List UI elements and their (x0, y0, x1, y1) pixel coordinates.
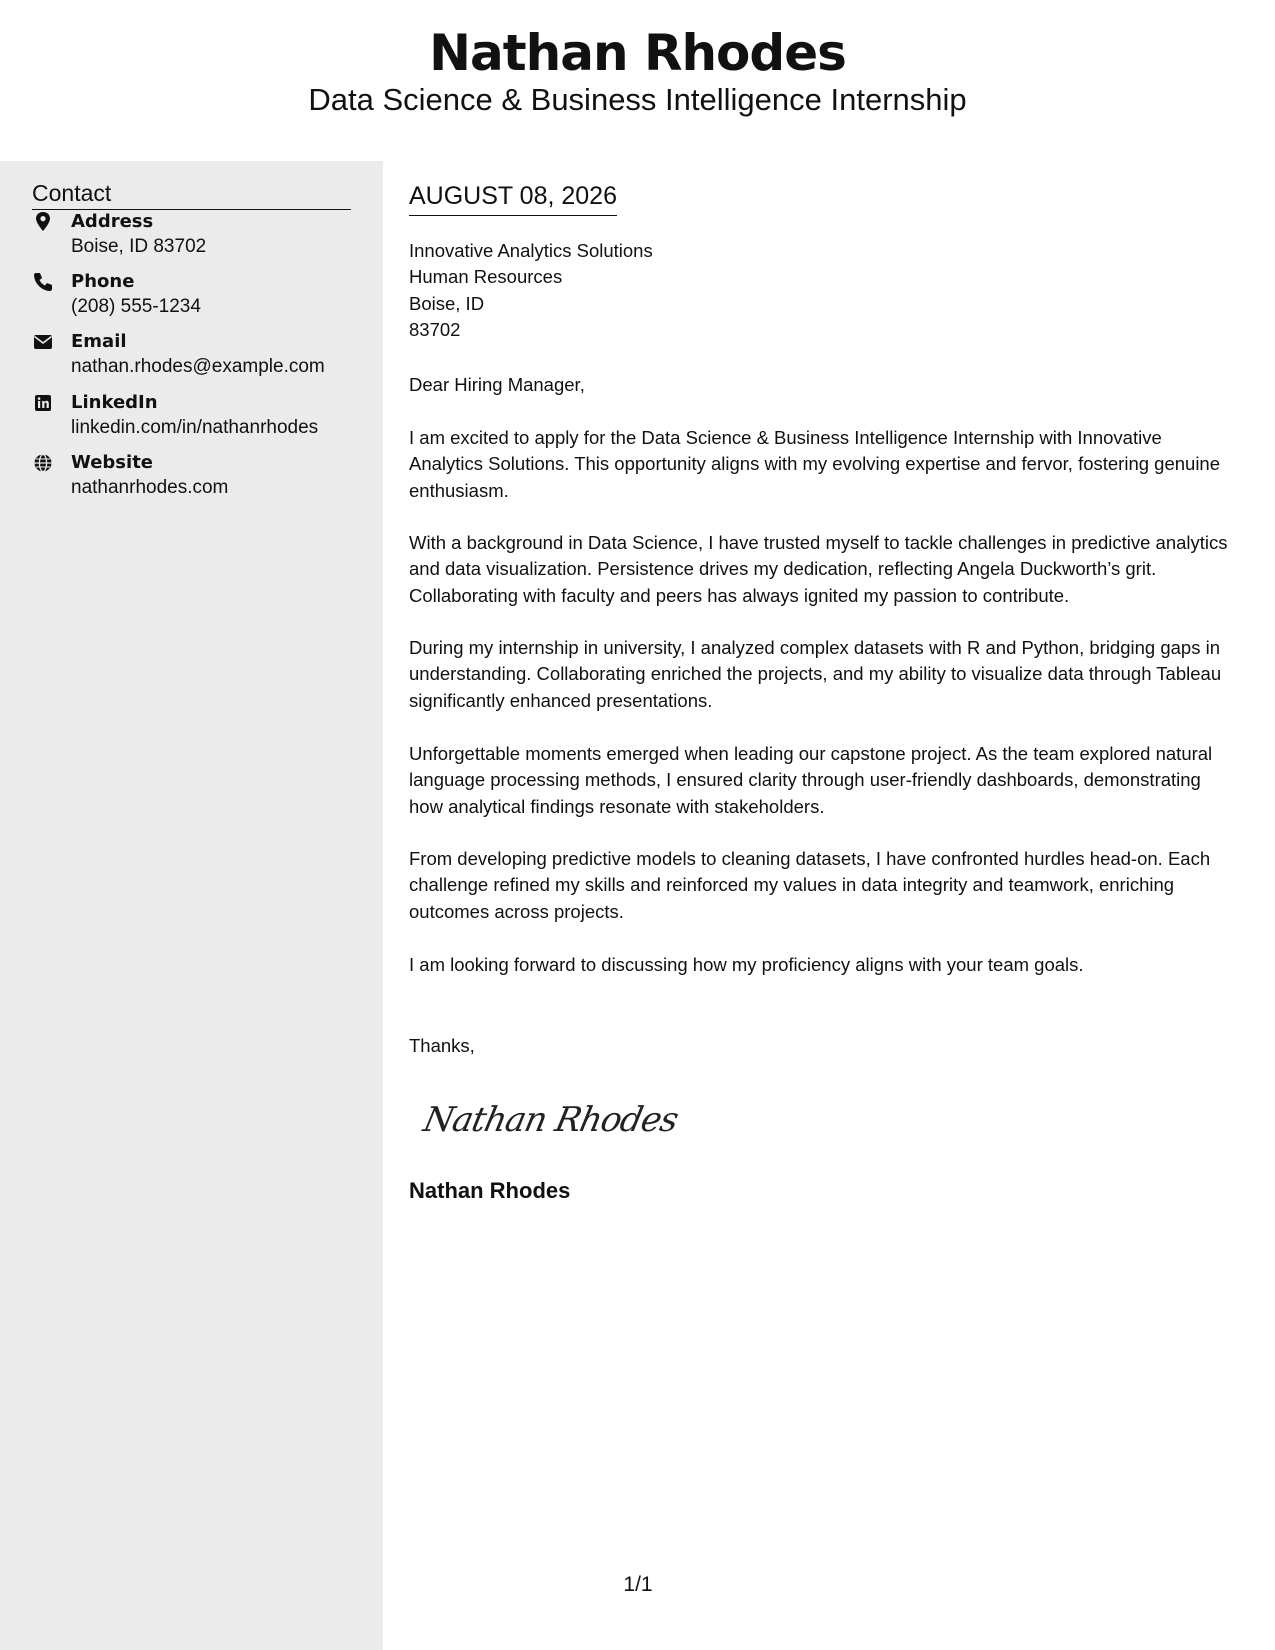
letter-body (409, 161, 1239, 1650)
contact-website (32, 450, 362, 506)
letter-header (0, 0, 1275, 161)
phone-icon (32, 271, 54, 293)
linkedin-icon (32, 392, 54, 414)
letter-date: AUGUST 08, 2026 (409, 178, 617, 216)
contact-heading: Contact (32, 177, 351, 210)
address-label: Address (71, 211, 154, 232)
salutation: Dear Hiring Manager, (409, 374, 585, 395)
website-value: nathanrhodes.com (71, 477, 229, 498)
applicant-name: Nathan Rhodes (429, 24, 846, 82)
contact-phone (32, 269, 362, 325)
body-paragraph: During my internship in university, I analyzed complex datasets with R and Python, bridging gaps in understanding. Collaborating enriched the projects, and my ability to visualize data through Tableau significantly enhanced presentations. (409, 637, 1222, 711)
email-value: nathan.rhodes@example.com (71, 356, 325, 377)
contact-linkedin (32, 390, 362, 446)
phone-label: Phone (71, 271, 135, 292)
body-paragraph: From developing predictive models to cleaning datasets, I have confronted hurdles head-on. Each challenge refined my skills and reinforced my values in data integrity and teamwork, enriching outcomes across projects. (409, 848, 1211, 922)
linkedin-label: LinkedIn (71, 392, 158, 413)
recipient-company: Innovative Analytics Solutions (409, 240, 653, 261)
svg-text:Nathan Rhodes: Nathan Rhodes (420, 1100, 679, 1140)
body-paragraph: I am excited to apply for the Data Science & Business Intelligence Internship with Innovative Analytics Solutions. This opportunity aligns with my evolving expertise and fervor, fostering genuine enthusiasm. (409, 427, 1221, 501)
globe-icon (32, 452, 54, 474)
body-paragraph: With a background in Data Science, I have trusted myself to tackle challenges in predictive analytics and data visualization. Persistence drives my dedication, reflecting Angela Duckworth’s grit. Collaborating with faculty and peers has always ignited my passion to contribute. (409, 532, 1228, 606)
contact-address (32, 209, 362, 265)
body-paragraph: Unforgettable moments emerged when leading our capstone project. As the team explored natural language processing methods, I ensured clarity through user-friendly dashboards, demonstrating how analytical findings resonate with stakeholders. (409, 743, 1213, 817)
body-paragraph: I am looking forward to discussing how my proficiency aligns with your team goals. (409, 954, 1084, 975)
position-title: Data Science & Business Intelligence Internship (308, 82, 967, 117)
address-value: Boise, ID 83702 (71, 236, 207, 257)
signature-image (419, 1079, 679, 1149)
linkedin-value: linkedin.com/in/nathanrhodes (71, 417, 319, 438)
signer-name: Nathan Rhodes (409, 1178, 571, 1203)
contact-sidebar (0, 161, 383, 1650)
recipient-block (409, 238, 653, 343)
website-label: Website (71, 452, 154, 473)
page-number: 1/1 (623, 1573, 653, 1596)
envelope-icon (32, 331, 54, 353)
recipient-city: Boise, ID (409, 292, 485, 314)
recipient-zip: 83702 (409, 318, 461, 340)
recipient-department: Human Resources (409, 266, 563, 288)
email-label: Email (71, 331, 127, 352)
map-pin-icon (32, 211, 54, 233)
phone-value: (208) 555-1234 (71, 296, 201, 317)
contact-email (32, 329, 362, 385)
closing: Thanks, (409, 1035, 475, 1056)
